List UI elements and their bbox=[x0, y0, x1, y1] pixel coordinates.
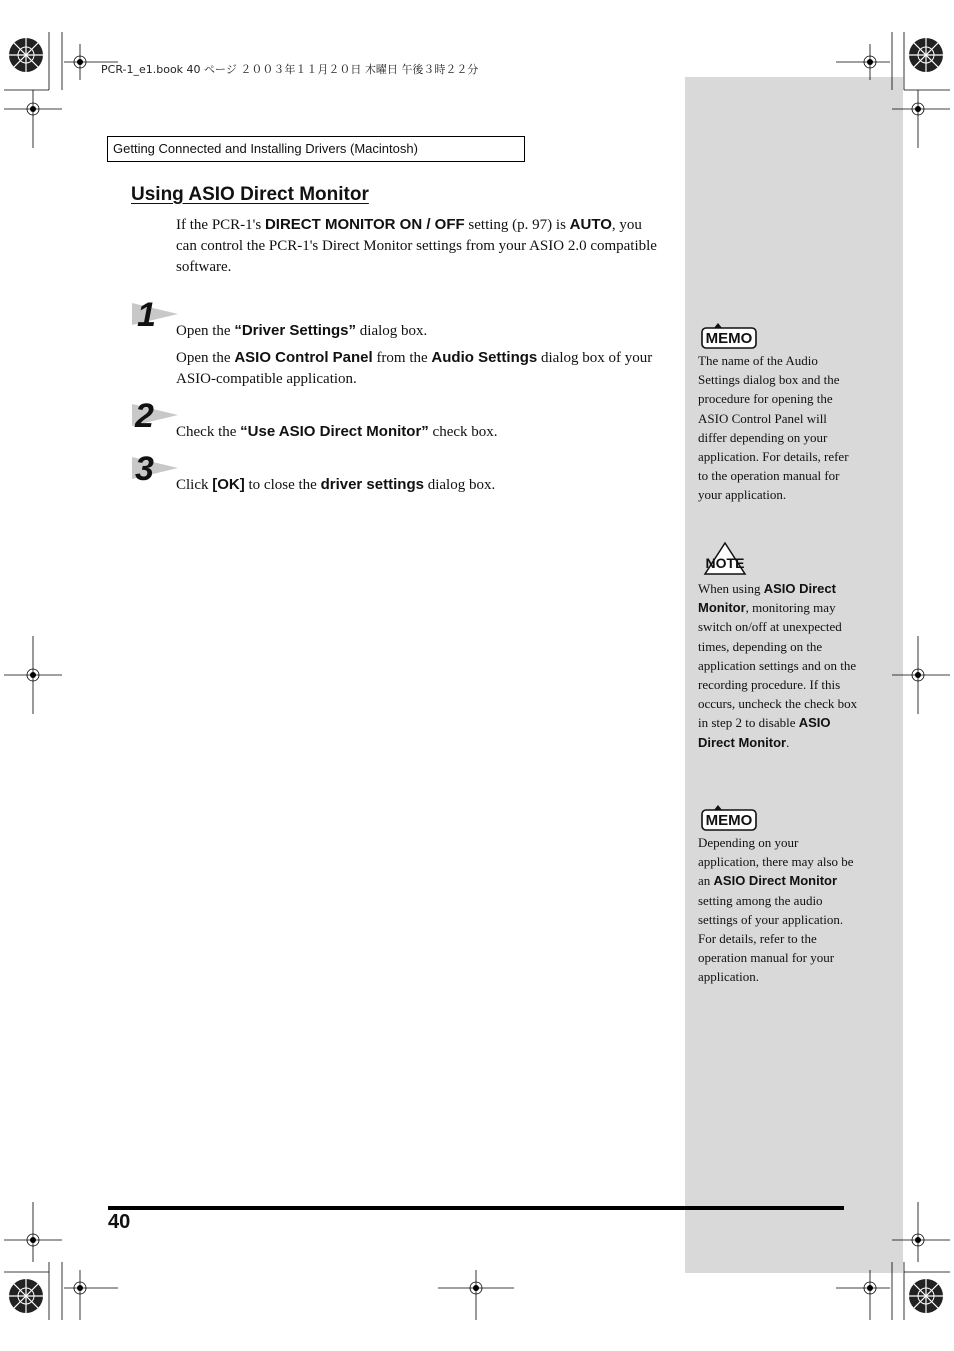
memo-1-text: The name of the Audio Settings dialog box and the procedure for opening the ASIO Control Panel will differ depending on your application. For details, refer to the operation manual for your application. bbox=[698, 353, 849, 503]
step-text: dialog box. bbox=[423, 477, 496, 493]
step-text: Click bbox=[176, 477, 213, 493]
note-text bbox=[698, 579, 858, 752]
note-text-part: When using bbox=[698, 581, 764, 596]
intro-bold-setting: DIRECT MONITOR ON / OFF bbox=[264, 216, 465, 233]
intro-bold-value: AUTO bbox=[569, 216, 612, 233]
step-text: Check the bbox=[176, 424, 241, 440]
step-text: from the bbox=[372, 350, 432, 366]
memo-icon bbox=[700, 322, 760, 350]
step-bold: driver settings bbox=[320, 476, 424, 493]
step-bold: ASIO Control Panel bbox=[234, 349, 373, 366]
footer-rule bbox=[108, 1206, 844, 1210]
step-1-text bbox=[176, 320, 664, 342]
memo-icon bbox=[700, 804, 760, 832]
step-number: 2 bbox=[135, 397, 154, 435]
print-header: PCR-1_e1.book 40 ページ ２００３年１１月２０日 木曜日 午後３時２２分 bbox=[101, 63, 479, 76]
note-icon bbox=[700, 541, 752, 577]
page-number: 40 bbox=[108, 1211, 131, 1233]
intro-text: If the PCR-1's bbox=[176, 217, 265, 233]
step-text: dialog box. bbox=[356, 323, 428, 339]
intro-text: setting (p. 97) is bbox=[464, 217, 570, 233]
note-bold: ASIO Direct Monitor bbox=[698, 715, 831, 750]
step-1-subtext bbox=[176, 347, 664, 390]
memo-text-part: Depending on your application, there may also be an bbox=[698, 835, 854, 889]
intro-paragraph bbox=[176, 214, 664, 278]
step-bold: “Use ASIO Direct Monitor” bbox=[240, 423, 429, 440]
step-number: 1 bbox=[137, 296, 156, 334]
step-bold: [OK] bbox=[212, 476, 245, 493]
step-text: Open the bbox=[176, 323, 235, 339]
note-bold: ASIO Direct Monitor bbox=[698, 581, 836, 616]
note-text-part: . bbox=[786, 734, 790, 750]
step-number: 3 bbox=[135, 450, 154, 488]
step-3-text bbox=[176, 474, 664, 496]
memo-bold: ASIO Direct Monitor bbox=[713, 873, 838, 889]
memo-2-text bbox=[698, 833, 858, 987]
intro-text: , you can control the PCR-1's Direct Monitor settings from your ASIO 2.0 compatible software. bbox=[176, 217, 657, 275]
step-text: check box. bbox=[428, 424, 498, 440]
step-text: dialog box of your ASIO-compatible application. bbox=[176, 350, 653, 387]
note-text-part: , monitoring may switch on/off at unexpected times, depending on the application settings and on the recording procedure. If this occurs, uncheck the check box in step 2 to disable bbox=[698, 600, 858, 731]
step-text: to close the bbox=[244, 477, 321, 493]
memo-icon-label: MEMO bbox=[705, 812, 753, 829]
section-title: Getting Connected and Installing Drivers (Macintosh) bbox=[113, 141, 418, 156]
memo-text-part: setting among the audio settings of your application. For details, refer to the operation manual for your application. bbox=[698, 892, 844, 985]
step-bold: Audio Settings bbox=[431, 349, 538, 366]
step-bold: “Driver Settings” bbox=[234, 322, 357, 339]
memo-icon-label: MEMO bbox=[705, 330, 753, 347]
section-title-box bbox=[107, 136, 525, 162]
page-heading: Using ASIO Direct Monitor bbox=[131, 184, 369, 205]
step-2-text bbox=[176, 421, 664, 443]
step-text: Open the bbox=[176, 350, 235, 366]
note-icon-label: NOTE bbox=[705, 555, 745, 571]
